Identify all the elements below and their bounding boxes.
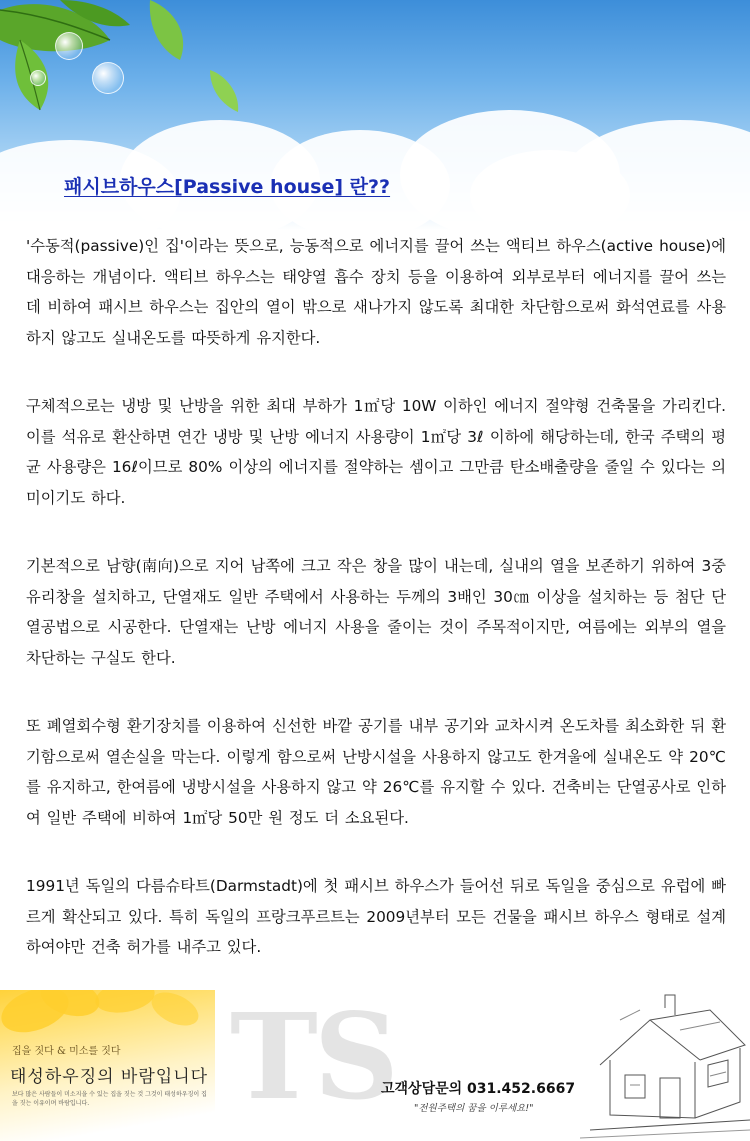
paragraph: 또 폐열회수형 환기장치를 이용하여 신선한 바깥 공기를 내부 공기와 교차시켜 온도차를 최소화한 뒤 환기함으로써 열손실을 막는다. 이렇게 함으로써 난방시설을 사용하지 않고도 한겨울에 실내온도 약 20℃를 유지하고, 한여름에 냉방시설을 사용하지 않고 약 26℃를 유지할 수 있다. 건축비는 단열공사로 인하여 일반 주택에 비하여 1㎡당 50만 원 정도 더 소요된다. (26, 717, 726, 827)
house-sketch-icon (580, 990, 750, 1141)
cloud (470, 150, 630, 230)
paragraph: 구체적으로는 냉방 및 난방을 위한 최대 부하가 1㎡당 10W 이하인 에너지 절약형 건축물을 가리킨다. 이를 석유로 환산하면 연간 냉방 및 난방 에너지 사용량이 1㎡당 3ℓ 이하에 해당하는데, 한국 주택의 평균 사용량은 16ℓ이므로 80% 이상의 에너지를 절약하는 셈이고 그만큼 탄소배출량을 줄일 수 있다는 의미이기도 하다. (26, 397, 726, 507)
paragraph: '수동적(passive)인 집'이라는 뜻으로, 능동적으로 에너지를 끌어 쓰는 액티브 하우스(active house)에 대응하는 개념이다. 액티브 하우스는 태양열 흡수 장치 등을 이용하여 외부로부터 에너지를 끌어 쓰는 데 비하여 패시브 하우스는 집안의 열이 밖으로 새나가지 않도록 최대한 차단함으로써 화석연료를 사용하지 않고도 실내온도를 따뜻하게 유지한다. (26, 237, 726, 347)
leaves-icon (0, 0, 250, 120)
ts-logo: TS (230, 990, 396, 1126)
page-title: 패시브하우스[Passive house] 란?? (64, 176, 391, 198)
petal (146, 990, 203, 1032)
brand-name: 태성하우징의 바람입니다 (10, 1067, 209, 1087)
water-droplet (92, 62, 124, 94)
contact-phone: 고객상담문의 031.452.6667 (381, 1081, 576, 1097)
paragraph: 1991년 독일의 다름슈타트(Darmstadt)에 첫 패시브 하우스가 들어선 뒤로 독일을 중심으로 유럽에 빠르게 확산되고 있다. 특히 독일의 프랑크푸르트는 2009년부터 모든 건물을 패시브 하우스 형태로 설계하여야만 건축 허가를 내주고 있다. (26, 877, 726, 956)
fine-print: 보다 많은 사람들이 미소지을 수 있는 집을 짓는 것 그것이 태성하우징이 집을 짓는 이유이며 바람입니다. (12, 1091, 207, 1107)
motto: "전원주택의 꿈을 이루세요!" (414, 1103, 534, 1114)
slogan: 집을 짓다 & 미소를 짓다 (12, 1046, 121, 1057)
footer-banner (0, 990, 750, 1141)
water-droplet (55, 32, 83, 60)
petal (93, 990, 157, 1017)
article-body (26, 231, 726, 1001)
paragraph: 기본적으로 남향(南向)으로 지어 남쪽에 크고 작은 창을 많이 내는데, 실내의 열을 보존하기 위하여 3중 유리창을 설치하고, 단열재도 일반 주택에서 사용하는 두께의 3배인 30㎝ 이상을 설치하는 등 첨단 단열공법으로 시공한다. 단열재는 난방 에너지 사용을 줄이는 것이 주목적이지만, 여름에는 외부의 열을 차단하는 구실도 한다. (26, 557, 726, 667)
water-droplet (30, 70, 46, 86)
